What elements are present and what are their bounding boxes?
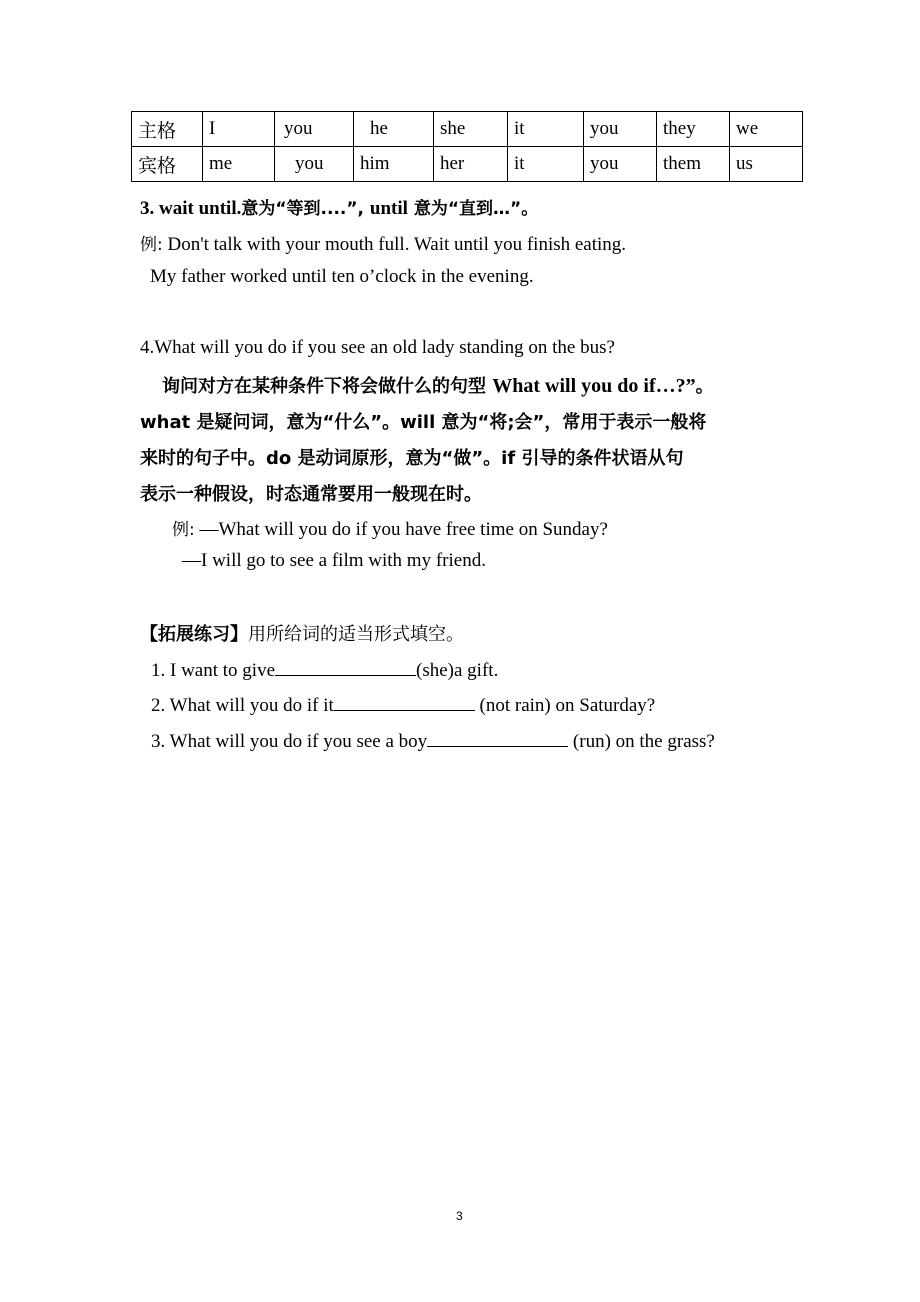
table-row — [132, 147, 803, 182]
section4-line4: 表示一种假设，时态通常要用一般现在时。 — [140, 484, 482, 505]
table-cell: you — [275, 112, 354, 147]
answer-blank[interactable] — [334, 692, 475, 711]
section4-line2: what 是疑问词，意为“什么”。will 意为“将;会”，常用于表示一般将 — [140, 412, 707, 433]
table-cell: I — [203, 112, 275, 147]
example-label: 例: — [140, 235, 163, 255]
section3-example2: My father worked until ten o’clock in the evening. — [150, 266, 534, 287]
exercise-item-text: 3. What will you do if you see a boy — [151, 731, 428, 752]
exercise-item-2 — [151, 692, 655, 717]
example-text: —What will you do if you have free time on Sunday? — [194, 519, 608, 540]
section4-line3: 来时的句子中。do 是动词原形，意为“做”。if 引导的条件状语从句 — [140, 448, 684, 469]
table-cell: them — [657, 147, 730, 182]
table-cell: he — [354, 112, 434, 147]
exercise-item-text: 1. I want to give — [151, 660, 276, 681]
table-cell: you — [584, 147, 657, 182]
exercise-heading-text: 用所给词的适当形式填空。 — [248, 624, 464, 645]
row-label: 宾格 — [132, 147, 203, 182]
section4-line1 — [162, 372, 714, 398]
table-cell: him — [354, 147, 434, 182]
section4-line1-end: 。 — [695, 376, 714, 397]
page-number: 3 — [456, 1209, 463, 1223]
table-cell: me — [203, 147, 275, 182]
section3-heading — [140, 194, 538, 220]
table-cell: us — [730, 147, 803, 182]
table-cell: you — [275, 147, 354, 182]
section3-example1 — [140, 230, 626, 256]
exercise-heading — [140, 620, 464, 646]
exercise-heading-bold: 【拓展练习】 — [140, 624, 248, 645]
exercise-item-hint: (run) on the grass? — [568, 731, 715, 752]
section3-heading-bold: 3. wait until. — [140, 198, 242, 219]
section4-example-a: —I will go to see a film with my friend. — [182, 550, 486, 571]
table-cell: we — [730, 112, 803, 147]
answer-blank[interactable] — [275, 657, 416, 676]
section4-line1-en: What will you do if…?” — [492, 375, 696, 397]
table-cell: her — [434, 147, 508, 182]
table-cell: she — [434, 112, 508, 147]
exercise-item-hint: (she)a gift. — [416, 660, 499, 681]
answer-blank[interactable] — [427, 728, 568, 747]
table-row — [132, 112, 803, 147]
section4-line1-cn: 询问对方在某种条件下将会做什么的句型 — [162, 376, 493, 397]
exercise-item-3 — [151, 728, 715, 753]
table-cell: you — [584, 112, 657, 147]
exercise-item-1 — [151, 657, 498, 682]
section3-heading-cn1: 意为“等到....”, — [241, 199, 370, 219]
section3-heading-cn2: 意为“直到…”。 — [407, 199, 539, 219]
exercise-item-hint: (not rain) on Saturday? — [474, 695, 656, 716]
example-label: 例: — [172, 520, 195, 540]
section4-title: 4.What will you do if you see an old lady standing on the bus? — [140, 337, 615, 358]
pronoun-table — [131, 111, 803, 182]
table-cell: it — [508, 112, 584, 147]
row-label: 主格 — [132, 112, 203, 147]
section3-heading-until: until — [369, 198, 408, 219]
table-cell: they — [657, 112, 730, 147]
section4-example-q — [172, 515, 608, 541]
example-text: Don't talk with your mouth full. Wait until you finish eating. — [162, 234, 627, 255]
table-cell: it — [508, 147, 584, 182]
exercise-item-text: 2. What will you do if it — [151, 695, 334, 716]
